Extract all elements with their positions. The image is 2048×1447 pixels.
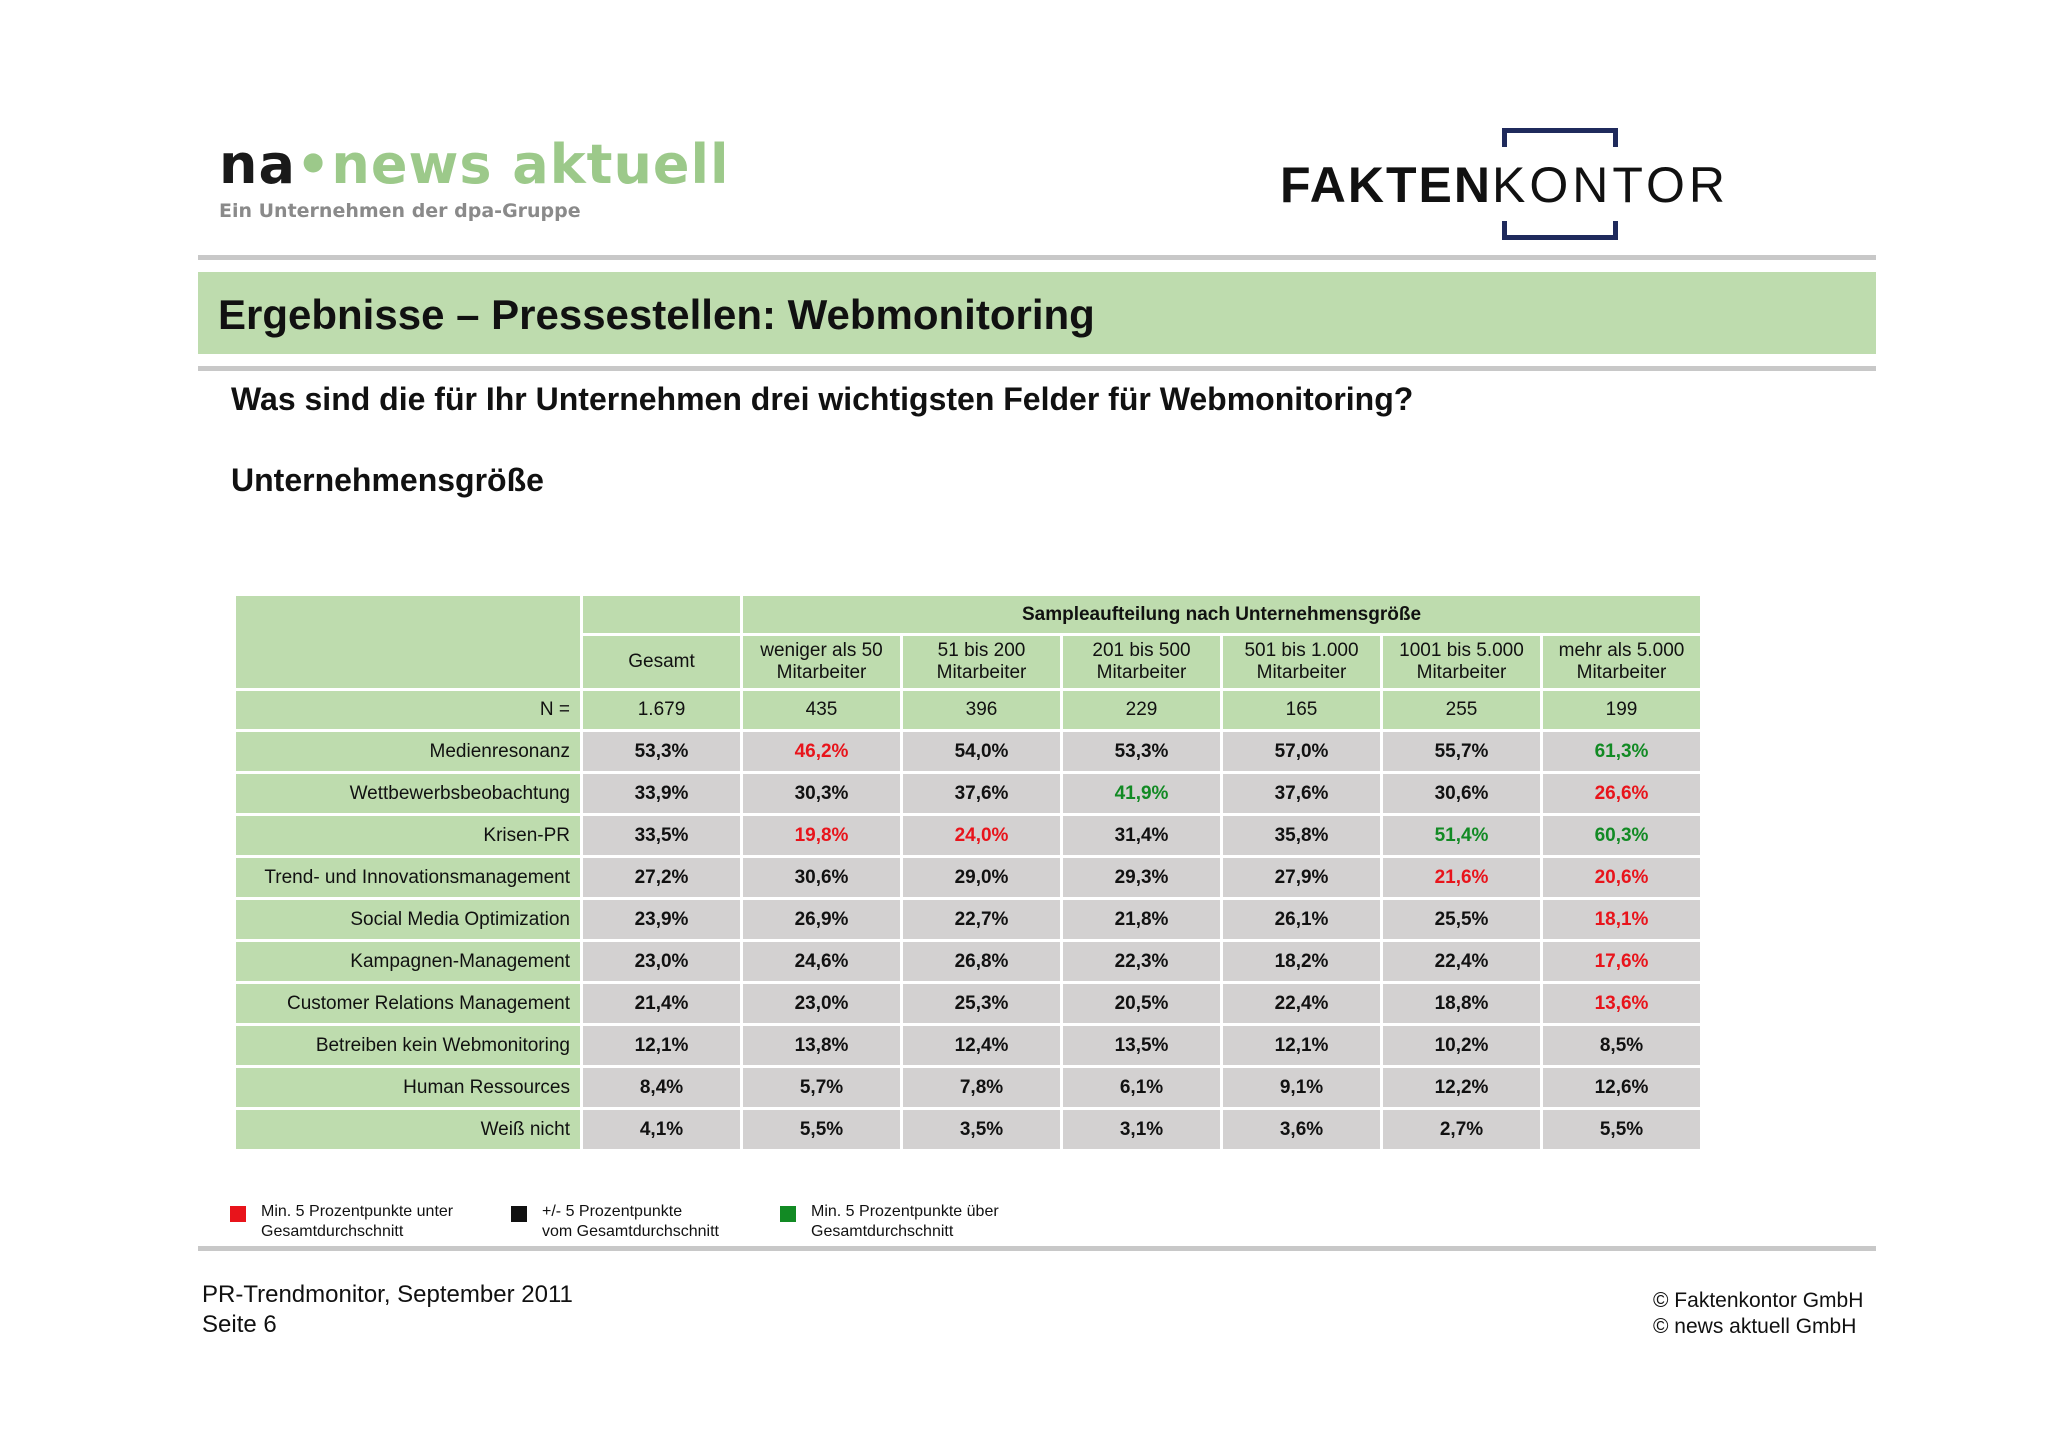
value-cell: 13,8%	[743, 1026, 900, 1065]
value-cell: 12,4%	[903, 1026, 1060, 1065]
value-cell: 30,6%	[743, 858, 900, 897]
column-header-line2: Mitarbeiter	[1576, 662, 1667, 683]
row-label: Weiß nicht	[236, 1110, 580, 1149]
value-cell: 22,4%	[1223, 984, 1380, 1023]
row-label: Medienresonanz	[236, 732, 580, 771]
legend-text	[261, 1202, 453, 1242]
value-cell: 5,5%	[1543, 1110, 1700, 1149]
column-header-line1: Gesamt	[628, 651, 695, 672]
table-row	[236, 858, 1700, 897]
value-cell: 55,7%	[1383, 732, 1540, 771]
value-cell: 18,8%	[1383, 984, 1540, 1023]
value-cell: 37,6%	[1223, 774, 1380, 813]
legend-item	[511, 1202, 771, 1246]
legend-line2: Gesamtdurchschnitt	[811, 1223, 954, 1240]
value-cell: 12,6%	[1543, 1068, 1700, 1107]
value-cell: 23,0%	[583, 942, 740, 981]
value-cell: 29,3%	[1063, 858, 1220, 897]
sample-size-cell: 396	[903, 691, 1060, 729]
column-header	[583, 636, 740, 688]
news-aktuell-wordmark	[219, 133, 730, 196]
column-header-line2: Mitarbeiter	[936, 662, 1027, 683]
value-cell: 35,8%	[1223, 816, 1380, 855]
n-label: N =	[236, 691, 580, 729]
sample-size-cell: 255	[1383, 691, 1540, 729]
value-cell: 46,2%	[743, 732, 900, 771]
column-header-line2: Mitarbeiter	[776, 662, 867, 683]
value-cell: 8,4%	[583, 1068, 740, 1107]
value-cell: 2,7%	[1383, 1110, 1540, 1149]
survey-question: Was sind die für Ihr Unternehmen drei wichtigsten Felder für Webmonitoring?	[231, 381, 1414, 417]
legend-item	[780, 1202, 1040, 1246]
value-cell: 26,8%	[903, 942, 1060, 981]
title-bar	[198, 272, 1876, 354]
column-header	[1543, 636, 1700, 688]
column-header	[1223, 636, 1380, 688]
value-cell: 19,8%	[743, 816, 900, 855]
value-cell: 12,2%	[1383, 1068, 1540, 1107]
legend-item	[230, 1202, 490, 1246]
value-cell: 23,9%	[583, 900, 740, 939]
column-header-line2: Mitarbeiter	[1096, 662, 1187, 683]
value-cell: 61,3%	[1543, 732, 1700, 771]
column-header	[743, 636, 900, 688]
value-cell: 12,1%	[1223, 1026, 1380, 1065]
logo-tagline: Ein Unternehmen der dpa-Gruppe	[219, 200, 581, 222]
value-cell: 26,6%	[1543, 774, 1700, 813]
logo-dot: •	[295, 133, 332, 196]
legend-line1: +/- 5 Prozentpunkte	[542, 1203, 683, 1220]
legend-line2: vom Gesamtdurchschnitt	[542, 1223, 719, 1240]
sample-header-spacer	[583, 596, 740, 633]
column-header-line2: Mitarbeiter	[1416, 662, 1507, 683]
sample-header: Sampleaufteilung nach Unternehmensgröße	[743, 596, 1700, 633]
value-cell: 23,0%	[743, 984, 900, 1023]
value-cell: 22,7%	[903, 900, 1060, 939]
legend-line2: Gesamtdurchschnitt	[261, 1223, 404, 1240]
value-cell: 53,3%	[583, 732, 740, 771]
logo-bracket-bottom	[1502, 221, 1618, 240]
value-cell: 27,2%	[583, 858, 740, 897]
value-cell: 51,4%	[1383, 816, 1540, 855]
column-header-line1: 201 bis 500	[1092, 640, 1191, 661]
legend-text	[811, 1202, 999, 1242]
value-cell: 5,7%	[743, 1068, 900, 1107]
value-cell: 21,6%	[1383, 858, 1540, 897]
legend-text	[542, 1202, 719, 1242]
results-table	[233, 593, 1703, 1152]
row-label: Krisen-PR	[236, 816, 580, 855]
value-cell: 20,6%	[1543, 858, 1700, 897]
footer-source-title: PR-Trendmonitor, September 2011	[202, 1281, 573, 1308]
footer-divider	[198, 1246, 1876, 1251]
value-cell: 30,6%	[1383, 774, 1540, 813]
copyright-news-aktuell: © news aktuell GmbH	[1653, 1315, 1857, 1338]
value-cell: 13,6%	[1543, 984, 1700, 1023]
table-row	[236, 1068, 1700, 1107]
title-divider	[198, 366, 1876, 371]
faktenkontor-wordmark	[1280, 157, 1729, 213]
sample-size-cell: 165	[1223, 691, 1380, 729]
value-cell: 60,3%	[1543, 816, 1700, 855]
legend-swatch	[230, 1206, 246, 1222]
column-header	[903, 636, 1060, 688]
value-cell: 33,5%	[583, 816, 740, 855]
value-cell: 24,0%	[903, 816, 1060, 855]
sample-size-cell: 229	[1063, 691, 1220, 729]
news-aktuell-logo	[219, 133, 730, 222]
footer-copyright	[1653, 1288, 1863, 1340]
section-subheading: Unternehmensgröße	[231, 462, 544, 498]
table-row	[236, 1110, 1700, 1149]
column-header-line1: 501 bis 1.000	[1244, 640, 1359, 661]
legend-swatch	[780, 1206, 796, 1222]
column-header	[1383, 636, 1540, 688]
value-cell: 30,3%	[743, 774, 900, 813]
value-cell: 57,0%	[1223, 732, 1380, 771]
value-cell: 13,5%	[1063, 1026, 1220, 1065]
column-header-line1: 51 bis 200	[937, 640, 1026, 661]
faktenkontor-logo	[1280, 128, 1840, 240]
value-cell: 10,2%	[1383, 1026, 1540, 1065]
value-cell: 18,2%	[1223, 942, 1380, 981]
logo-light-part: KONTOR	[1492, 157, 1729, 213]
row-label: Customer Relations Management	[236, 984, 580, 1023]
value-cell: 9,1%	[1223, 1068, 1380, 1107]
row-label: Trend- und Innovationsmanagement	[236, 858, 580, 897]
value-cell: 26,1%	[1223, 900, 1380, 939]
value-cell: 22,4%	[1383, 942, 1540, 981]
legend-line1: Min. 5 Prozentpunkte über	[811, 1203, 999, 1220]
table-row	[236, 1026, 1700, 1065]
footer-source	[202, 1280, 573, 1340]
logo-name: news aktuell	[331, 133, 730, 196]
value-cell: 18,1%	[1543, 900, 1700, 939]
row-label: Human Ressources	[236, 1068, 580, 1107]
logo-bracket-top	[1502, 128, 1618, 147]
value-cell: 17,6%	[1543, 942, 1700, 981]
copyright-faktenkontor: © Faktenkontor GmbH	[1653, 1289, 1864, 1312]
row-label: Kampagnen-Management	[236, 942, 580, 981]
value-cell: 8,5%	[1543, 1026, 1700, 1065]
column-header-line1: weniger als 50	[760, 640, 883, 661]
column-header-line2: Mitarbeiter	[1256, 662, 1347, 683]
value-cell: 33,9%	[583, 774, 740, 813]
value-cell: 21,4%	[583, 984, 740, 1023]
value-cell: 12,1%	[583, 1026, 740, 1065]
value-cell: 21,8%	[1063, 900, 1220, 939]
value-cell: 4,1%	[583, 1110, 740, 1149]
value-cell: 3,1%	[1063, 1110, 1220, 1149]
value-cell: 53,3%	[1063, 732, 1220, 771]
row-label: Social Media Optimization	[236, 900, 580, 939]
page-title: Ergebnisse – Pressestellen: Webmonitoring	[218, 291, 1095, 338]
table-row	[236, 900, 1700, 939]
corner-cell	[236, 596, 580, 688]
logo-bold-part: FAKTEN	[1280, 157, 1492, 213]
row-label: Wettbewerbsbeobachtung	[236, 774, 580, 813]
value-cell: 3,6%	[1223, 1110, 1380, 1149]
sample-size-cell: 199	[1543, 691, 1700, 729]
logo-prefix: na	[219, 133, 296, 196]
value-cell: 41,9%	[1063, 774, 1220, 813]
column-header-line1: 1001 bis 5.000	[1399, 640, 1524, 661]
value-cell: 29,0%	[903, 858, 1060, 897]
value-cell: 7,8%	[903, 1068, 1060, 1107]
value-cell: 37,6%	[903, 774, 1060, 813]
value-cell: 22,3%	[1063, 942, 1220, 981]
row-label: Betreiben kein Webmonitoring	[236, 1026, 580, 1065]
value-cell: 27,9%	[1223, 858, 1380, 897]
value-cell: 5,5%	[743, 1110, 900, 1149]
sample-size-cell: 435	[743, 691, 900, 729]
legend-swatch	[511, 1206, 527, 1222]
value-cell: 6,1%	[1063, 1068, 1220, 1107]
table-row	[236, 984, 1700, 1023]
table-row	[236, 816, 1700, 855]
value-cell: 3,5%	[903, 1110, 1060, 1149]
value-cell: 31,4%	[1063, 816, 1220, 855]
value-cell: 25,5%	[1383, 900, 1540, 939]
value-cell: 24,6%	[743, 942, 900, 981]
column-header	[1063, 636, 1220, 688]
sample-size-cell: 1.679	[583, 691, 740, 729]
table-row	[236, 942, 1700, 981]
value-cell: 54,0%	[903, 732, 1060, 771]
legend-line1: Min. 5 Prozentpunkte unter	[261, 1203, 454, 1220]
table-row	[236, 774, 1700, 813]
page-number: Seite 6	[202, 1311, 277, 1338]
value-cell: 20,5%	[1063, 984, 1220, 1023]
table-row	[236, 732, 1700, 771]
value-cell: 25,3%	[903, 984, 1060, 1023]
value-cell: 26,9%	[743, 900, 900, 939]
column-header-line1: mehr als 5.000	[1558, 640, 1685, 661]
header-divider	[198, 255, 1876, 260]
